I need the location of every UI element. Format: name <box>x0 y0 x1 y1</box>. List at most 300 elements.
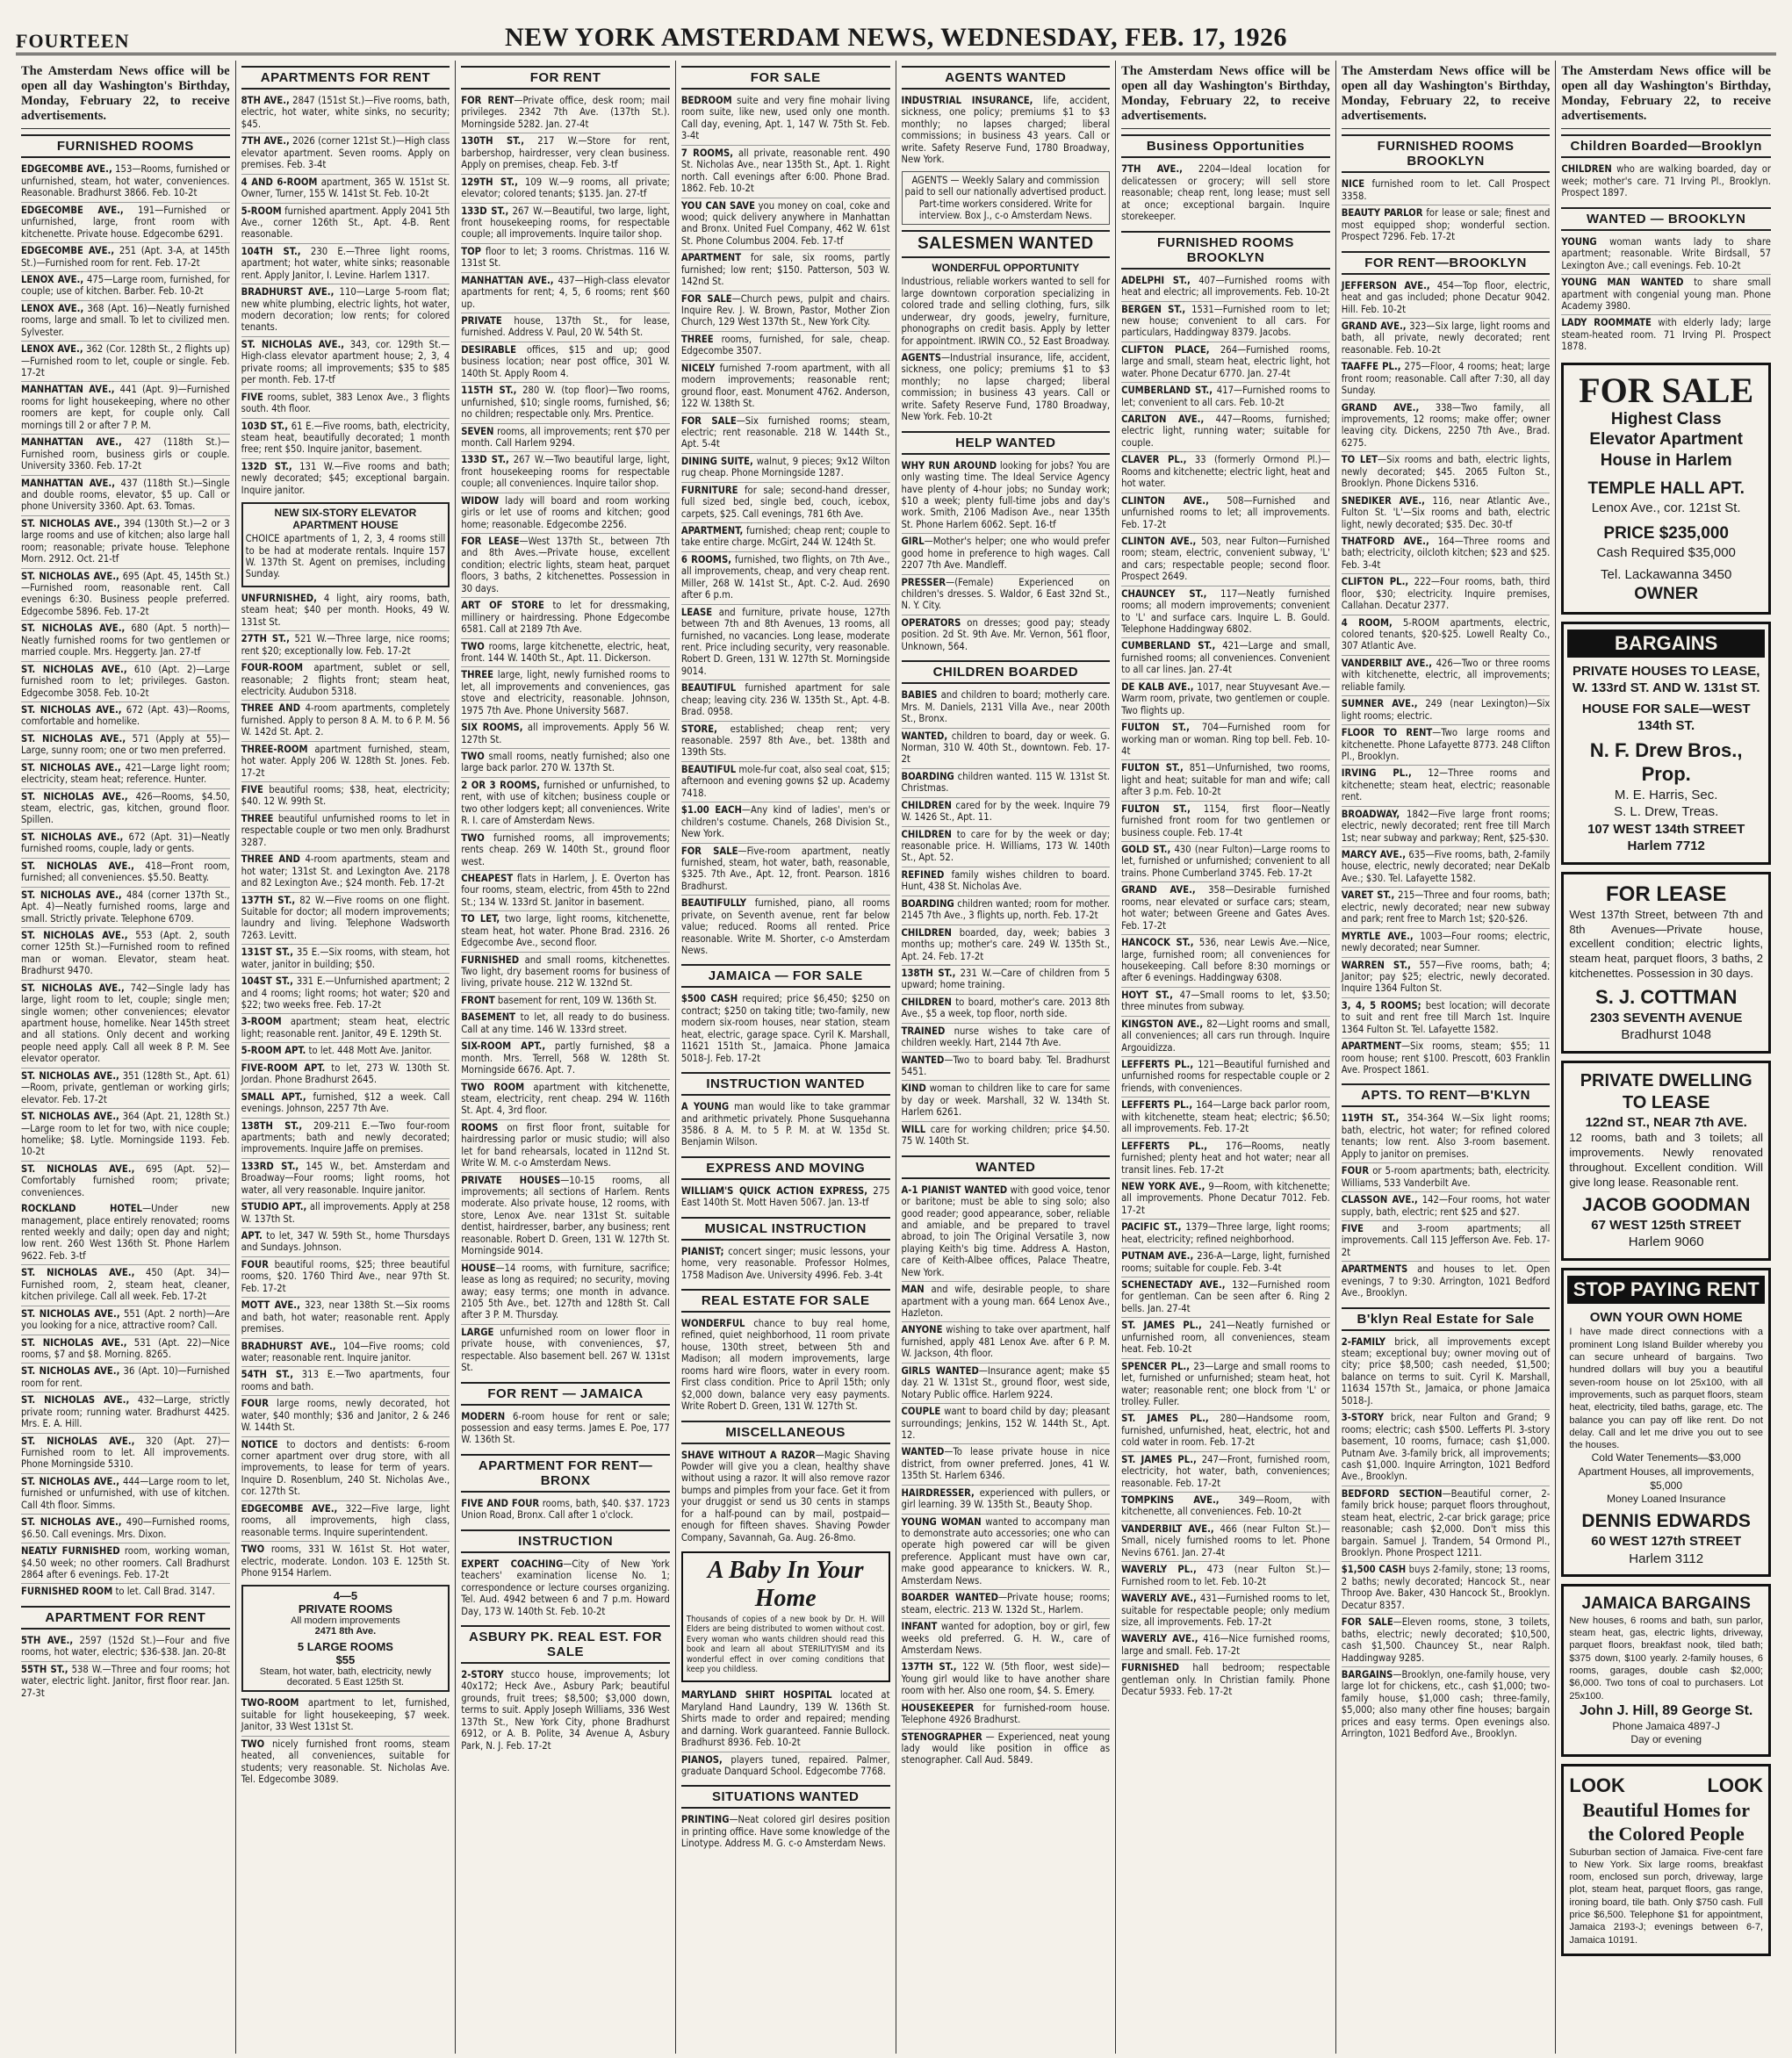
classified-ad <box>1121 1097 1330 1138</box>
classified-ad <box>461 1010 670 1039</box>
classified-ad <box>902 1364 1111 1404</box>
ad-body: —Private office, desk room; mail privileges. 2342 7th Ave. (137th St.). Morningside 5282. Jan. 27-4t <box>461 95 670 130</box>
column-1 <box>16 61 236 2054</box>
ad-lead: FIVE <box>1341 1222 1364 1234</box>
classified-ad <box>241 945 450 974</box>
ad-body: concert singer; music lessons, your home, very reasonable. Professor Holmes, 1758 Madison Ave. University 4996. Feb. 3-4t <box>680 1245 890 1281</box>
ad-body: 1379—Three large, light rooms; heat, electricity; refined neighborhood. <box>1121 1221 1330 1245</box>
section-heading: FOR SALE <box>681 66 890 90</box>
ad-lead: ST. NICHOLAS AVE., <box>21 663 127 675</box>
ad-line: 122nd ST., NEAR 7th AVE. <box>1585 1114 1747 1130</box>
ad-body: woman to children like to care for same by day or week. Marshall, 32 W. 134th St. Harlem 6261. <box>901 1083 1111 1119</box>
classified-ad <box>21 203 230 243</box>
ad-lead: THREE-ROOM <box>241 743 308 755</box>
ad-body: offices, $15 and up; good business location; near post office, 301 W. 140th St. Apply Room 4. <box>461 343 670 379</box>
ad-body: 447—Rooms, furnished; electric light, running water; suitable for couple. <box>1121 414 1330 449</box>
ad-line: Elevator Apartment <box>1589 430 1743 450</box>
classified-ad <box>241 93 450 133</box>
ad-body: on dresses; good pay; steady position. 2d St. 9th Ave. Mr. Vernon, 561 floor, Unknown, 564. <box>901 616 1111 652</box>
classified-ad <box>461 342 670 383</box>
ad-lead: VANDERBILT AVE., <box>1341 657 1433 669</box>
ad-lead: ST. NICHOLAS AVE., <box>21 703 122 716</box>
classified-ad <box>681 93 890 146</box>
classified-ad <box>1121 342 1330 383</box>
ad-body: looking for jobs? You are only wasting time. The Ideal Service Agency have plenty of 4-hour jobs; no Sunday work; $10 a week; plenty full-time jobs and day's work. Smith, 2106 Madison Ave., near 135th St. Phone Harlem 6062. Sept. 16-tf <box>901 459 1111 530</box>
ad-lead: 133D ST., <box>461 205 509 217</box>
classified-ad <box>1121 1452 1330 1493</box>
column-2 <box>236 61 457 2054</box>
ad-lead: TWO <box>461 831 485 844</box>
ad-body: best location; will decorate to suit and rent free till March 1st. Inquire 1364 Fulton St. Tel. Lafayette 1582. <box>1341 999 1551 1035</box>
classified-ad <box>1342 1221 1551 1262</box>
classified-ad <box>1342 452 1551 493</box>
ad-body: 122 W. (5th floor, west side)—Young girl would like to have another share room with her. Also one room, $4. S. Emery. <box>901 1661 1111 1697</box>
classified-ad <box>1121 1057 1330 1097</box>
classified-ad <box>1121 302 1330 342</box>
ad-lead: WARREN ST., <box>1341 959 1411 971</box>
ad-body: rooms, large kitchenette, electric, heat, front. 144 W. 140th St., Apt. 11. Dickerson. <box>461 640 670 664</box>
ad-body: house, 137th St., for lease, furnished. Address V. Paul, 20 W. 54th St. <box>461 315 670 339</box>
ad-lead: FOR LEASE <box>461 536 520 547</box>
ad-body: furnished room to let. Call Prospect 3358. <box>1341 178 1551 202</box>
ad-lead: CLIFTON PL., <box>1341 576 1409 588</box>
ad-lead: LENOX AVE., <box>21 343 83 356</box>
classified-ad <box>461 273 670 313</box>
box-line: PRIVATE ROOMS <box>298 1602 392 1616</box>
classified-ad <box>902 687 1111 728</box>
ad-lead: 3-ROOM <box>241 1016 282 1028</box>
page-number: FOURTEEN <box>16 30 130 52</box>
ad-lead: TAAFFE PL., <box>1341 361 1401 373</box>
ad-lead: 5-ROOM APT. <box>241 1045 306 1057</box>
ad-lead: LADY ROOMMATE <box>1561 317 1652 329</box>
classified-ad <box>1561 162 1771 201</box>
ad-body: 427 (118th St.)—Furnished room, business girls or couple. University 3360. Feb. 17-2t <box>21 436 230 472</box>
classified-ad <box>21 1584 230 1600</box>
ad-line: 60 WEST 127th STREET <box>1591 1534 1742 1550</box>
ad-body: with elderly lady; large steam-heated room. 71 Irving Pl. Prospect 1878. <box>1561 317 1771 353</box>
ad-lead: CHILDREN <box>901 926 952 939</box>
classified-ad <box>1121 586 1330 639</box>
classified-ad <box>241 893 450 946</box>
ad-lead: LEASE <box>680 606 713 618</box>
classified-list <box>461 1667 670 1754</box>
ad-body: wishing to take over apartment, half furnished, apply 481 Lenox Ave. after 6 P. M. W. Jackson, 4th floor. <box>901 1324 1111 1360</box>
ad-body: —Brooklyn, one-family house, very large lot for chickens, etc., cash $1,000; two-family house, $1,000 cash; three-family, $5,000; also many other fine houses; bargain prices and easy terms. Open evenings also. Arrington, 1021 Bedford Ave., Brooklyn. <box>1341 1668 1551 1740</box>
classified-ad <box>1121 935 1330 988</box>
classified-ad <box>21 162 230 202</box>
classified-ad <box>1121 1017 1330 1057</box>
ad-body: 742—Single lady has large, light room to let, couple; single men; single women; other conveniences; elevator apartment house, homelike. Near 145th street and all stations. Only decent and working people need apply. Call all week 8 P. M. See elevator operator. <box>21 982 230 1065</box>
classified-ad <box>902 350 1111 426</box>
ad-line: 107 WEST 134th STREET <box>1587 821 1745 837</box>
ad-lead: THREE AND <box>241 702 300 715</box>
classified-ad <box>1121 1522 1330 1562</box>
classified-ad <box>681 146 890 198</box>
classified-ad <box>21 243 230 272</box>
classified-ad <box>21 981 230 1069</box>
ad-lead: THREE <box>241 812 274 824</box>
ad-line: N. F. Drew Bros., Prop. <box>1589 738 1743 786</box>
ad-body: who are walking boarded, day or week; mother's care. 71 Irving Pl., Brooklyn. Prospect 1897. <box>1561 163 1771 199</box>
ad-line: TEMPLE HALL APT. <box>1587 479 1745 498</box>
ad-body: 672 (Apt. 31)—Neatly furnished rooms, couple, lady or gents. <box>21 831 230 855</box>
ad-lead: AGENTS <box>901 352 941 363</box>
ad-lead: APARTMENT, <box>680 525 744 536</box>
classified-ad <box>1121 383 1330 412</box>
ad-lead: 27TH ST., <box>241 633 290 645</box>
classified-ad <box>902 1486 1111 1515</box>
ad-body: 82 W.—Five rooms on one flight. Suitable for doctor; all modern improvements; laundry and living. Telephone Wadsworth 7263. Levitt. <box>241 894 450 941</box>
classified-ad <box>1121 988 1330 1017</box>
ad-lead: CLAVER PL., <box>1121 454 1187 466</box>
ad-body: apartment, 365 W. 151st St. Owner, Turner, 155 W. 141st St. Feb. 10-2t <box>241 176 450 200</box>
ad-lead: ST. NICHOLAS AVE., <box>21 1365 120 1378</box>
classified-ad <box>681 896 890 959</box>
classified-ad <box>21 1474 230 1515</box>
ad-body: —Neat colored girl desires position in printing office. Have some knowledge of the Linotype. Address M. G. c-o Amsterdam News. <box>680 1814 890 1850</box>
agents-weekly-salary-ad: AGENTS — Weekly Salary and commission paid to sell our nationally advertised product. Part-time workers considered. Write for interview. Box J., c-o Amsterdam News. <box>902 171 1111 226</box>
ad-body: 145 W., bet. Amsterdam and Broadway—Four rooms; light rooms, hot water, all very reasonable. Inquire janitor. <box>241 1160 450 1196</box>
classified-ad <box>902 1081 1111 1121</box>
ad-body: 4 light, airy rooms, bath, steam heat; $40 per month. Hooks, 49 W. 131st St. <box>241 592 450 628</box>
ad-body: 343, cor. 129th St.—High-class elevator apartment house; 2, 3, 4 private rooms; all improvements; $35 to $85 per month. Feb. 17-tf <box>241 338 450 386</box>
classified-ad <box>902 1701 1111 1730</box>
ad-lead: ST. NICHOLAS AVE., <box>21 889 122 901</box>
ad-lead: APARTMENTS <box>1341 1263 1408 1276</box>
classified-ad <box>241 1014 450 1043</box>
ad-body: rooms, furnished, for sale, cheap. Edgecombe 3507. <box>680 333 890 357</box>
ad-lead: BABIES <box>901 689 938 702</box>
private-rooms-box <box>241 1585 450 1692</box>
ad-body: two large, light rooms, kitchenette, steam heat, hot water. Phone Brad. 2316. 26 Edgecombe Ave., second floor. <box>461 913 670 949</box>
ad-text: New houses, 6 rooms and bath, sun parlor, steam heat, gas, electric lights, driveway, parquet floors, breakfast nook, tiled bath; $375 down, $100 yearly. 2-family houses, 6 rooms, garages, double cash $2,000; $6,000. Two tons of coal to purchasers. Lot 25x100. <box>1569 1615 1763 1702</box>
ad-lead: PUTNAM AVE., <box>1121 1250 1194 1263</box>
classified-ad <box>241 742 450 782</box>
classified-ad <box>681 802 890 843</box>
ad-body: —Six rooms and bath, electric lights, newly decorated; $45. 2065 Fulton St., Brooklyn. Phone Dickens 5316. <box>1341 454 1551 490</box>
ad-lead: 54TH ST., <box>241 1369 294 1381</box>
classified-list <box>681 1687 890 1780</box>
office-notice: The Amsterdam News office will be open all day Washington's Birthday, Monday, February 22, to receive advertisements. <box>1561 64 1771 129</box>
classified-ad <box>461 133 670 174</box>
ad-lead: BRADHURST AVE., <box>241 1340 336 1352</box>
ad-body: 230 E.—Three light rooms, apartment; hot water, white sinks; reasonable rent. Apply Janitor, I. Levine. Harlem 1317. <box>241 245 450 281</box>
section-heading: APTS. TO RENT—B'KLYN <box>1342 1083 1551 1107</box>
classified-ad <box>21 888 230 928</box>
classified-ad <box>681 1316 890 1415</box>
classified-ad <box>681 250 890 291</box>
ad-lead: WANTED <box>901 1054 945 1066</box>
classified-ad <box>21 1265 230 1306</box>
classified-ad <box>902 1515 1111 1591</box>
ad-lead: EDGECOMBE AVE., <box>21 204 124 216</box>
ad-lead: WANTED <box>901 1446 945 1458</box>
ad-lead: ANYONE <box>901 1324 943 1336</box>
classified-ad <box>681 1099 890 1151</box>
ad-lead: CHEAPEST <box>461 872 514 884</box>
ad-body: —Six rooms, steam; $55; 11 room house; rent $100. Prescott, 603 Franklin Ave. Prospect 1861. <box>1341 1040 1551 1076</box>
classified-ad <box>1342 1615 1551 1667</box>
ad-body: to care for by the week or day; reasonable price. H. Williams, 173 W. 140th St., Apt. 52. <box>901 828 1111 864</box>
classified-ad <box>1342 1667 1551 1743</box>
classified-ad <box>681 361 890 414</box>
ad-lead: ST. NICHOLAS AVE., <box>21 1162 135 1175</box>
ad-lead: HOUSE <box>461 1262 496 1274</box>
ad-line: OWN YOUR OWN HOME <box>1589 1309 1743 1325</box>
ad-body: established; cheap rent; very reasonable. 2597 8th Ave., bet. 138th and 139th Sts. <box>680 723 890 759</box>
ad-line: Apartment Houses, all improvements, $5,000 <box>1578 1465 1754 1492</box>
ad-body: 466 (near Fulton St.)—Small, nicely furnished rooms to let. Phone Nevins 6761. Jan. 27-4t <box>1121 1522 1330 1558</box>
ad-lead: 5TH AVE., <box>21 1634 74 1646</box>
box-title: NEW SIX-STORY ELEVATOR APARTMENT HOUSE <box>274 507 417 532</box>
ad-body: 236-A—Large, light, furnished rooms; suitable for couple. Feb. 3-4t <box>1121 1250 1330 1274</box>
ad-line: HOUSE FOR SALE—WEST 134th ST. <box>1581 701 1751 734</box>
ad-body: 437 (118th St.)—Single and double rooms, elevator, $5 up. Call or phone University 3360. Apt. 63. Tomas. <box>21 477 230 513</box>
classified-ad <box>1121 680 1330 720</box>
ad-body: —West 137th St., between 7th and 8th Aves.—Private house, excellent condition; electric lights, steam heat, parquet floors, 3 baths, 2 kitchenettes. Possession in 30 days. <box>461 536 670 594</box>
ad-lead: FURNISHED <box>461 953 520 966</box>
ad-body: 323, near 138th St.—Six rooms and bath, hot water; reasonable rent. Apply premises. <box>241 1299 450 1335</box>
classified-list <box>681 93 890 959</box>
ad-body: 444—Large room to let, furnished or unfurnished, with use of kitchen. Call 4th floor. Simms. <box>21 1475 230 1511</box>
ad-body: 2026 (corner 121st St.)—High class elevator apartment. Seven rooms. Apply on premises. Feb. 3-4t <box>241 135 450 171</box>
classified-ad <box>681 523 890 552</box>
classified-list <box>1121 162 1330 225</box>
classified-list <box>21 162 230 1201</box>
ad-lead: VARET ST., <box>1341 889 1395 902</box>
ad-headline: LOOK <box>1569 1774 1625 1797</box>
ad-lead: FOUR <box>1341 1165 1370 1177</box>
ad-lead: CLINTON AVE., <box>1121 494 1209 507</box>
section-heading: FURNISHED ROOMS BROOKLYN <box>1342 134 1551 173</box>
classified-ad <box>902 458 1111 535</box>
elevator-apartment-box <box>241 502 450 587</box>
ad-lead: THATFORD AVE., <box>1341 535 1429 547</box>
ad-body: —Five-room apartment, neatly furnished, steam, hot water, bath, reasonable, $325. 7th Ave., Apt. 12, front. Pearson. 1816 Bradhurst. <box>680 845 890 892</box>
ad-body: children to board, day or week. G. Norman, 310 W. 40th St., downtown. Feb. 17-2t <box>901 730 1111 766</box>
ad-lead: ST. NICHOLAS AVE., <box>21 1307 120 1320</box>
classified-ad <box>21 731 230 760</box>
classified-ad <box>21 760 230 789</box>
classified-ad <box>1342 1410 1551 1486</box>
classified-ad <box>681 1244 890 1284</box>
section-heading: SALESMEN WANTED <box>902 230 1111 258</box>
classified-ad <box>461 1039 670 1079</box>
ad-body: — Experienced, neat young lady would like position in office as stenographer. Call Aud. 5849. <box>901 1731 1111 1767</box>
ad-lead: DESIRABLE <box>461 343 516 356</box>
ad-lead: SEVEN <box>461 425 494 437</box>
ad-line: S. L. Drew, Treas. <box>1614 804 1719 820</box>
ad-body: 164—Three rooms and bath; electricity, oilcloth kitchen; $23 and $25. Feb. 3-4t <box>1341 535 1551 571</box>
ad-lead: LENOX AVE., <box>21 273 84 285</box>
ad-body: for furnished-room house. Telephone 4926 Bradhurst. <box>901 1702 1111 1726</box>
ad-lead: MANHATTAN AVE., <box>21 477 116 489</box>
classified-ad <box>461 204 670 244</box>
ad-lead: WILLIAM'S QUICK ACTION EXPRESS, <box>680 1184 868 1197</box>
ad-body: 1842—Five large front rooms; electric, newly decorated; rent free till March 1st; near subway and parkway; Rent, $25-$30. <box>1341 808 1551 844</box>
jamaica-bargains-ad <box>1561 1584 1771 1757</box>
classified-ad <box>1342 1192 1551 1221</box>
ad-lead: ST. NICHOLAS AVE., <box>21 1111 119 1123</box>
classified-ad <box>461 993 670 1010</box>
section-heading: INSTRUCTION <box>461 1529 670 1553</box>
ad-line: Money Loaned Insurance <box>1606 1493 1726 1506</box>
ad-line: Lenox Ave., cor. 121st St. <box>1591 500 1741 515</box>
ad-body: 695 (Apt. 52)—Comfortably furnished room; private; conveniences. <box>21 1162 230 1198</box>
ad-body: 109 W.—9 rooms, all private; elevator; colored tenants; $135. Jan. 27-tf <box>461 176 670 200</box>
ad-body: —Beautiful corner, 2-family brick house; parquet floors throughout, steam heat, electric, 2-car brick garage; price reasonable; cash $2,000. Don't miss this bargain. Samuel J. Trandem, 54 Ormond Pl., Brooklyn. Phone Prospect 1211. <box>1341 1487 1551 1558</box>
classified-ad <box>461 175 670 204</box>
ad-body: room, working woman, $4.50 week; no other roomers. Call Bradhurst 2864 after 6 evenings. Feb. 17-2t <box>21 1545 230 1580</box>
ad-body: 417—Furnished rooms to let; convenient to all cars. Feb. 10-2t <box>1121 385 1330 408</box>
classified-ad <box>21 662 230 702</box>
ad-body: hall bedroom; respectable gentleman only. In Christian family. Phone Decatur 5933. Feb. 17-2t <box>1121 1662 1330 1698</box>
classified-ad <box>21 342 230 382</box>
classified-ad <box>1121 760 1330 801</box>
classified-ad <box>21 1515 230 1544</box>
ad-body: to let, all ready to do business. Call at any time. 146 W. 133rd street. <box>461 1011 670 1035</box>
ad-body: 349—Room, with kitchenette, all conveniences. Feb. 10-2t <box>1121 1494 1330 1518</box>
beautiful-homes-ad <box>1561 1764 1771 1956</box>
ad-body: 362 (Cor. 128th St., 2 flights up)—Furnished room to let, couple or single. Feb. 17-2t <box>21 343 230 378</box>
ad-body: 354-364 W.—Six light rooms; bath, electric, hot water; for refined colored tenants; low rent. Also 3-room basement. Apply to janitor on premises. <box>1341 1112 1551 1160</box>
classified-ad <box>681 291 890 332</box>
classified-ad <box>1121 842 1330 882</box>
ad-body: and wife, desirable people, to share apartment with a young man. 664 Lenox Ave., Hazleton. <box>901 1284 1111 1319</box>
classified-ad <box>1342 929 1551 958</box>
classified-ad <box>902 1590 1111 1619</box>
classified-ad <box>461 1080 670 1120</box>
ad-line: M. E. Harris, Sec. <box>1614 787 1718 802</box>
baby-ad-text: Thousands of copies of a new book by Dr. H. Will Elders are being distributed to women without cost. Every woman who wants children should read this book and learn all about STERILITYISM and its wonderful effect in over coming conditions that keep you childless. <box>686 1615 885 1674</box>
classified-list <box>681 1184 890 1212</box>
classified-ad <box>241 1737 450 1788</box>
ad-line: Highest Class <box>1610 409 1722 428</box>
ad-lead: TWO <box>461 751 485 762</box>
classified-ad <box>1561 275 1771 315</box>
classified-ad <box>241 811 450 852</box>
ad-body: 1531—Furnished room to let; new house; convenient to all cars. For particulars, Haddingway 8379. Jacobs. <box>1121 303 1330 339</box>
ad-body: wanted for adoption, boy or girl, few weeks old preferred. G. H. W., care of Amsterdam News. <box>901 1621 1111 1656</box>
ad-lead: 5-ROOM <box>241 205 282 217</box>
classified-ad <box>241 852 450 892</box>
ad-body: flats in Harlem, J. E. Overton has four rooms, steam, electric, from 45th to 22nd St.; 134 W. 133rd St. Janitor in basement. <box>461 872 670 908</box>
ad-lead: WHY RUN AROUND <box>901 459 997 471</box>
classified-ad <box>21 789 230 830</box>
classified-ad <box>21 1434 230 1474</box>
classified-ad <box>902 534 1111 574</box>
classified-ad <box>241 1119 450 1159</box>
classified-ad <box>241 974 450 1014</box>
classified-ad <box>241 1501 450 1542</box>
ad-lead: STENOGRAPHER <box>901 1731 982 1743</box>
ad-lead: FOUR <box>241 1258 269 1270</box>
ad-body: man would like to take grammar and arithmetic privately. Phone Susquehanna 3586. 8 A. M. to 5 P. M. at W. 135d St. Benjamin Wilson. <box>680 1101 890 1148</box>
box-line: All modern improvements <box>291 1615 400 1627</box>
ad-body: Industrious, reliable workers wanted to sell for large downtown corporation specializing in colored trade and selling clothing, furs, silk underwear, dry goods, jewelry, furniture, phonographs on credit basis. Apply by letter for appointment. IRWIN CO., 52 East Broadway. <box>901 276 1111 347</box>
ad-lead: 55TH ST., <box>21 1663 68 1675</box>
classified-ad <box>1342 888 1551 928</box>
ad-lead: BEAUTIFUL <box>680 763 737 775</box>
ad-lead: VANDERBILT AVE., <box>1121 1522 1214 1535</box>
ad-lead: NEATLY FURNISHED <box>21 1545 120 1558</box>
classified-ad <box>1342 656 1551 696</box>
classified-list <box>1342 176 1551 245</box>
section-heading: AGENTS WANTED <box>902 66 1111 90</box>
classified-ad <box>681 414 890 454</box>
classified-ad <box>681 552 890 605</box>
classified-ad <box>461 383 670 423</box>
ad-lead: FURNITURE <box>680 484 738 496</box>
classified-ad <box>681 680 890 721</box>
ad-lead: ST. NICHOLAS AVE., <box>21 1435 135 1447</box>
classified-list <box>902 687 1111 1149</box>
ad-lead: KIND <box>901 1083 926 1095</box>
ad-body: rooms, sublet, 383 Lenox Ave., 3 flights south. 4th floor. <box>241 391 450 415</box>
ad-lead: APARTMENT <box>1341 1040 1401 1053</box>
ad-line: OWNER <box>1634 584 1699 603</box>
classified-ad <box>902 769 1111 798</box>
ad-body: 1003—Four rooms; electric, newly decorated; near Sumner. <box>1341 930 1551 954</box>
ad-lead: FOR SALE <box>680 414 737 427</box>
ad-lead: 130TH ST., <box>461 135 525 148</box>
ad-lead: GRAND AVE., <box>1341 320 1407 332</box>
classified-ad <box>902 966 1111 995</box>
ad-body: 267 W.—Two beautiful large, light, front housekeeping rooms for respectable couple; all conveniences. Inquire tailor shop. <box>461 454 670 490</box>
classified-ad <box>241 1228 450 1257</box>
ad-lead: ST. NICHOLAS AVE., <box>21 1394 130 1407</box>
ad-body: care for working children; price $4.50. 75 W. 140th St. <box>901 1123 1111 1148</box>
classified-ad <box>461 1667 670 1754</box>
classified-ad <box>902 1322 1111 1363</box>
ad-body: 331 E.—Unfurnished apartment; 2 and 4 rooms; light rooms; hot water; $20 and $22; two weeks free. Feb. 17-2t <box>241 975 450 1011</box>
ad-headline: BARGAINS <box>1567 630 1765 658</box>
ad-lead: EDGECOMBE AVE., <box>21 163 112 176</box>
classified-ad <box>1342 534 1551 574</box>
ad-lead: OPERATORS <box>901 616 961 629</box>
ad-lead: PACIFIC ST., <box>1121 1221 1182 1234</box>
ad-lead: WAVERLY AVE., <box>1121 1593 1197 1605</box>
classified-ad <box>1121 452 1330 493</box>
classified-list <box>681 1448 890 1547</box>
ad-lead: ST. NICHOLAS AVE., <box>21 570 119 582</box>
ad-lead: EXPERT COACHING <box>461 1558 564 1570</box>
ad-lead: MODERN <box>461 1410 506 1422</box>
ad-lead: TWO <box>241 1738 265 1750</box>
ad-lead: LENOX AVE., <box>21 302 84 314</box>
ad-lead: IRVING PL., <box>1341 767 1412 780</box>
ad-lead: NICE <box>1341 178 1365 191</box>
ad-body: 33 (formerly Ormond Pl.)—Rooms and kitchenette; electric light, heat and hot water. <box>1121 454 1330 490</box>
ad-body: stucco house, improvements; lot 40x172; Heck Ave., Asbury Park; beautiful grounds, fruit trees; $8,500; $3,000 down, terms to suit. Apply Joseph Williams, 336 West 137th St., New York City, phone Bradhurst 6912, or A. B. Polite, 34 Avenue A, Asbury Park, N. J. Feb. 17-2t <box>461 1668 670 1752</box>
classified-ad <box>1342 766 1551 806</box>
classified-ad <box>241 1542 450 1581</box>
classified-ad <box>902 575 1111 615</box>
ad-body: boarded, day, week; babies 3 months up; mother's care. 249 W. 135th St., Apt. 24. Feb. 17-2t <box>901 926 1111 962</box>
ad-body: 322—Five large, light rooms, all improvements, high class, reasonable terms. Inquire superintendent. <box>241 1502 450 1538</box>
classified-ad <box>21 476 230 516</box>
ad-body: —Any kind of ladies', men's or children's costume. Chanels, 268 Division St., New York. <box>680 804 890 840</box>
ad-body: —10-15 rooms, all improvements; all sections of Harlem. Rents moderate. Also private house, 12 rooms, with store, Lenox Ave. near 131st St. suitable dentist, hairdresser, barber, any business; rent reasonable. Robert D. Green, 131 W. 127th St. Morningside 9014. <box>461 1174 670 1257</box>
section-heading: WANTED — BROOKLYN <box>1561 207 1771 231</box>
ad-body: 521 W.—Three large, nice rooms; rent $20; exceptionally low. Feb. 17-2t <box>241 633 450 657</box>
ad-lead: GIRL <box>901 536 925 548</box>
classified-ad <box>1342 696 1551 725</box>
ad-body: apartment to let, furnished, suitable for light housekeeping, $7 week. Janitor, 33 West 131st St. <box>241 1697 450 1733</box>
ad-lead: FIVE <box>241 391 263 403</box>
baby-ad-title: A Baby In Your Home <box>707 1557 864 1612</box>
